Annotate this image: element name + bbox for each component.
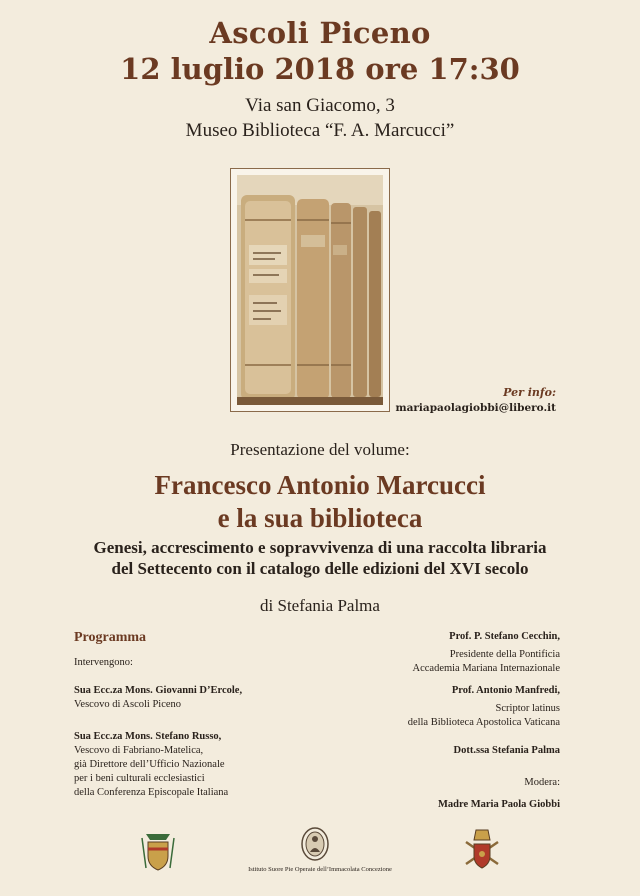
book-title-line2: e la sua biblioteca [217,503,423,533]
speaker-name: Sua Ecc.za Mons. Stefano Russo, [74,731,222,742]
speaker-name: Dott.ssa Stefania Palma [453,745,560,756]
speaker-cecchin [300,630,560,676]
book-subtitle-line1: Genesi, accrescimento e sopravvivenza di una raccolta libraria [93,538,547,557]
event-city: Ascoli Piceno [209,16,431,50]
event-venue: Museo Biblioteca “F. A. Marcucci” [185,120,455,141]
presentation-intro: Presentazione del volume: [230,440,410,459]
papal-coat-of-arms-icon [462,828,502,874]
info-email[interactable]: mariapaolagiobbi@libero.it [395,402,556,414]
institute-name: Istituto Suore Pie Operaie dell’Immacolata Concezione [248,866,392,873]
speaker-manfredi [300,684,560,730]
program-left-column [74,630,314,800]
book-subtitle-line2: del Settecento con il catalogo delle edizioni del XVI secolo [111,559,529,578]
event-address: Via san Giacomo, 3 [245,95,395,116]
program-title: Programma [74,630,147,645]
books-photo [237,175,383,405]
speaker-role: Vescovo di Fabriano-Matelica, [74,745,204,756]
speaker-role: per i beni culturali ecclesiastici [74,773,205,784]
books-photo-frame [230,168,390,412]
speaker-dercole [74,684,314,712]
speaker-role: della Conferenza Episcopale Italiana [74,787,229,798]
program-intro: Intervengono: [74,657,133,668]
book-author: di Stefania Palma [260,596,380,615]
info-block [395,386,556,414]
speaker-name: Prof. Antonio Manfredi, [451,685,560,696]
book-title-line1: Francesco Antonio Marcucci [154,470,486,500]
speaker-name: Prof. P. Stefano Cecchin, [449,631,560,642]
speaker-role: Vescovo di Ascoli Piceno [74,699,182,710]
moderator-label: Modera: [524,777,560,788]
speaker-role: Presidente della Pontificia [449,649,560,660]
institute-seal-icon [300,826,330,862]
speaker-role: già Direttore dell’Ufficio Nazionale [74,759,225,770]
speaker-palma [300,744,560,758]
old-books-illustration [237,175,383,405]
speaker-russo [74,730,314,800]
program-right-column [300,630,560,812]
bishop-coat-of-arms-icon [140,830,176,874]
footer-logos [0,824,640,896]
speaker-role: Accademia Mariana Internazionale [412,663,560,674]
speaker-name: Sua Ecc.za Mons. Giovanni D’Ercole, [74,685,243,696]
speaker-role: della Biblioteca Apostolica Vaticana [407,717,560,728]
speaker-role: Scriptor latinus [495,703,560,714]
moderator-name: Madre Maria Paola Giobbi [437,799,560,810]
info-label: Per info: [503,386,556,399]
event-date: 12 luglio 2018 ore 17:30 [120,52,520,86]
